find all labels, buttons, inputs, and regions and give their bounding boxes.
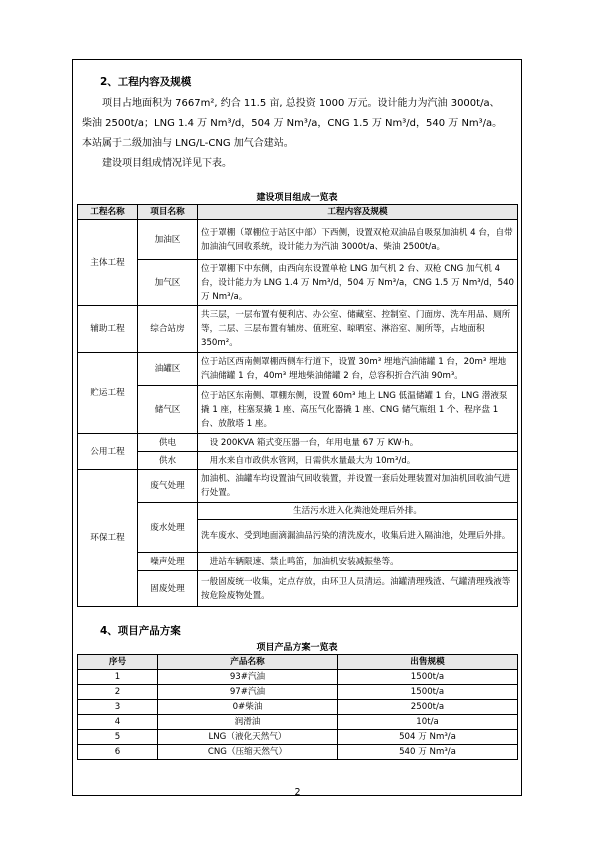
row-no: 1 — [78, 670, 158, 685]
row-scale: 10t/a — [338, 715, 518, 730]
group-env: 环保工程 — [78, 470, 138, 607]
group-aux: 辅助工程 — [78, 306, 138, 353]
item-content-waste-gas: 加油机、油罐车均设置油气回收装置，并设置一套后处理装置对加油机回收油气进行处置。 — [198, 470, 518, 503]
item-content-gas-storage: 位于站区东南侧、罩棚东侧，设置 60m³ 地上 LNG 低温储罐 1 台，LNG 潜液泵撬 1 座，柱塞泵撬 1 座、高压气化器撬 1 座、CNG 储气瓶组 1 个、程序盘 1 台、放散塔 1 座。 — [198, 386, 518, 434]
item-content-power: 设 200KVA 箱式变压器一台，年用电量 67 万 KW·h。 — [198, 434, 518, 452]
product-table — [77, 654, 518, 760]
item-name-solid-waste: 固废处理 — [138, 571, 198, 607]
item-name-power: 供电 — [138, 434, 198, 452]
row-scale: 1500t/a — [338, 685, 518, 700]
item-name-gas-storage: 储气区 — [138, 386, 198, 434]
item-name-waste-gas: 废气处理 — [138, 470, 198, 503]
section-2-body — [82, 94, 517, 174]
table-row — [78, 685, 518, 700]
item-content-waste-water-1: 生活污水进入化粪池处理后外排。 — [198, 503, 518, 520]
section-2-paragraph-line-3: 本站属于二级加油与 LNG/L-CNG 加气合建站。 — [82, 138, 294, 149]
col-header-scale: 出售规模 — [338, 655, 518, 670]
col-header-product: 产品名称 — [158, 655, 338, 670]
row-scale: 540 万 Nm³/a — [338, 745, 518, 760]
col-header-content: 工程内容及规模 — [198, 205, 518, 220]
section-2-paragraph-line-1: 项目占地面积为 7667m², 约合 11.5 亩, 总投资 1000 万元。设计能力为汽油 3000t/a、 — [102, 98, 500, 109]
item-name-water: 供水 — [138, 452, 198, 470]
col-header-no: 序号 — [78, 655, 158, 670]
row-no: 2 — [78, 685, 158, 700]
item-name-fuel-area: 加油区 — [138, 220, 198, 260]
row-product: 润滑油 — [158, 715, 338, 730]
item-name-waste-water: 废水处理 — [138, 503, 198, 553]
row-scale: 2500t/a — [338, 700, 518, 715]
col-header-item-name: 项目名称 — [138, 205, 198, 220]
table-row — [78, 745, 518, 760]
row-no: 4 — [78, 715, 158, 730]
group-storage: 贮运工程 — [78, 353, 138, 434]
section-2-paragraph-line-2: 柴油 2500t/a；LNG 1.4 万 Nm³/d，504 万 Nm³/a，CNG 1.5 万 Nm³/d，540 万 Nm³/a。 — [82, 118, 503, 129]
group-main: 主体工程 — [78, 220, 138, 306]
table-row — [78, 700, 518, 715]
table-row — [78, 730, 518, 745]
row-product: 0#柴油 — [158, 700, 338, 715]
row-no: 5 — [78, 730, 158, 745]
table-row — [78, 715, 518, 730]
item-content-fuel-area: 位于罩棚（罩棚位于站区中部）下西侧，设置双枪双油品自吸泵加油机 4 台，自带加油油气回收系统，设计能力为汽油 3000t/a、柴油 2500t/a。 — [198, 220, 518, 260]
row-scale: 504 万 Nm³/a — [338, 730, 518, 745]
section-4-heading: 4、项目产品方案 — [100, 625, 181, 637]
row-product: 97#汽油 — [158, 685, 338, 700]
row-product: LNG（液化天然气） — [158, 730, 338, 745]
section-2-paragraph-2: 建设项目组成情况详见下表。 — [102, 158, 232, 169]
section-2-heading: 2、工程内容及规模 — [100, 76, 192, 88]
item-content-gas-area: 位于罩棚下中东侧，由西向东设置单枪 LNG 加气机 2 台、双枪 CNG 加气机 4 台，设计能力为 LNG 1.4 万 Nm³/d，504 万 Nm³/a，CNG 1.5 万 Nm³/d，540 万 Nm³/a。 — [198, 260, 518, 306]
item-content-noise: 进站车辆限速、禁止鸣笛，加油机安装减振垫等。 — [198, 553, 518, 571]
item-content-waste-water-2: 洗车废水、受到地面滴漏油品污染的清洗废水，收集后进入隔油池，处理后外排。 — [198, 520, 518, 553]
row-no: 6 — [78, 745, 158, 760]
row-scale: 1500t/a — [338, 670, 518, 685]
product-table-caption: 项目产品方案一览表 — [256, 643, 338, 653]
composition-table — [77, 204, 518, 607]
row-product: 93#汽油 — [158, 670, 338, 685]
item-name-noise: 噪声处理 — [138, 553, 198, 571]
item-content-solid-waste: 一般固废统一收集，定点存放，由环卫人员清运。油罐清理残渣、气罐清理残液等按危险废物处置。 — [198, 571, 518, 607]
item-name-gas-area: 加气区 — [138, 260, 198, 306]
page-number: 2 — [294, 787, 301, 798]
item-content-water: 用水来自市政供水管网，日需供水量最大为 10m³/d。 — [198, 452, 518, 470]
item-content-station-building: 共三层，一层布置有便利店、办公室、储藏室、控制室、门面房、洗车用品、厕所等，二层、三层布置有辅房、值班室、晾晒室、淋浴室、厕所等，占地面积 350m²。 — [198, 306, 518, 353]
group-utility: 公用工程 — [78, 434, 138, 470]
col-header-project-type: 工程名称 — [78, 205, 138, 220]
row-no: 3 — [78, 700, 158, 715]
item-content-tank-area: 位于站区西南侧罩棚西侧车行道下，设置 30m³ 埋地汽油储罐 1 台，20m³ 埋地汽油储罐 1 台，40m³ 埋地柴油储罐 2 台，总容积折合汽油 90m³。 — [198, 353, 518, 386]
table-row — [78, 670, 518, 685]
item-name-tank-area: 油罐区 — [138, 353, 198, 386]
item-name-station-building: 综合站房 — [138, 306, 198, 353]
composition-table-caption: 建设项目组成一览表 — [256, 193, 338, 203]
row-product: CNG（压缩天然气） — [158, 745, 338, 760]
